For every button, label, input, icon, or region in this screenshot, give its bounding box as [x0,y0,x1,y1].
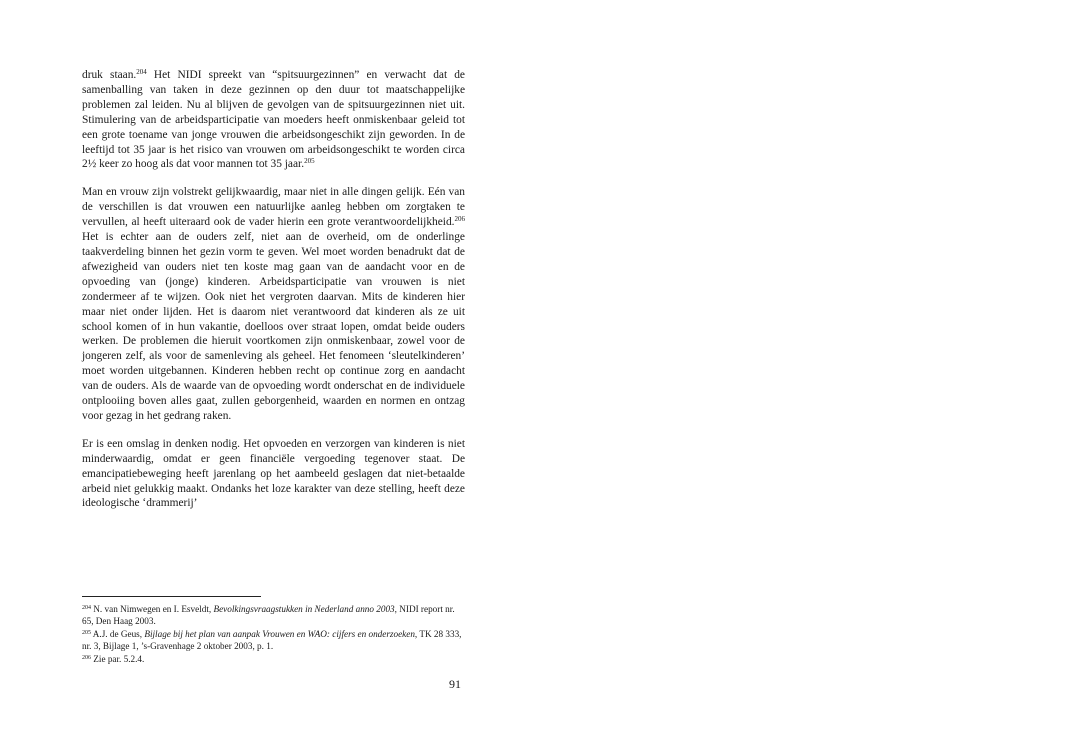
paragraph-2-text-a: Man en vrouw zijn volstrekt gelijkwaardig, maar niet in alle dingen gelijk. Eén van de verschillen is dat vrouwen een natuurlijke aanleg hebben om zorgtaken te vervullen, al heeft uiteraard ook de vader hierin een grote verantwoordelijkheid. [82,186,465,229]
footnote-text: , NIDI report nr. 65, Den Haag 2003. [82,604,455,627]
footnote-separator [82,596,261,597]
footnote-text: A.J. de Geus, [91,628,145,639]
footnote-ref-205[interactable]: 205 [304,157,315,166]
footnote-text: , TK 28 333, nr. 3, Bijlage 1, ’s-Gravenhage 2 oktober 2003, p. 1. [82,628,462,652]
footnotes [82,603,465,665]
footnote-text: Zie par. 5.2.4. [91,653,145,664]
footnote-number: 206 [82,654,91,661]
main-text [82,68,465,511]
footnote-number: 205 [82,629,91,636]
footnote-ref-206[interactable]: 206 [454,215,465,224]
paragraph-1 [82,68,465,172]
page-number: 91 [449,677,461,691]
paragraph-2 [82,185,465,424]
footnote-number: 204 [82,605,91,611]
footnote-title: Bijlage bij het plan van aanpak Vrouwen en WAO: cijfers en onderzoeken [144,628,415,639]
paragraph-1-text-a: druk staan. [82,69,137,81]
footnote-title: Bevolkingsvraagstukken in Nederland anno 2003 [213,604,395,614]
footnote-204 [82,603,465,628]
paragraph-2-text-b: Het is echter aan de ouders zelf, niet aan de overheid, om de onderlinge taakverdeling binnen het gezin vorm te geven. Wel moet worden benadrukt dat de afwezigheid van ouders niet ten koste mag gaan van de aandacht voor en de opvoeding van (jonge) kinderen. Arbeidsparticipatie van vrouwen is niet zondermeer af te wijzen. Ook niet het vergroten daarvan. Mits de kinderen hier maar niet onder lijden. Het is daarom niet verantwoord dat kinderen als ze uit school komen of in hun vakantie, doelloos over straat lopen, omdat beide ouders werken. De problemen die hieruit voortkomen zijn onmiskenbaar, zowel voor de jongeren zelf, als voor de samenleving als geheel. Het fenomeen ‘sleutelkinderen’ moet worden uitgebannen. Kinderen hebben recht op continue zorg en aandacht van de ouders. Als de waarde van de opvoeding wordt onderschat en de individuele ontplooiing boven alles gaat, zullen geborgenheid, waarden en normen en ontzag voor gezag in het gedrang raken. [82,231,465,422]
footnote-text: N. van Nimwegen en I. Esveldt, [91,604,214,614]
footnote-206 [82,653,465,665]
paragraph-3: Er is een omslag in denken nodig. Het opvoeden en verzorgen van kinderen is niet minderwaardig, omdat er geen financiële vergoeding tegenover staat. De emancipatiebeweging heeft jarenlang op het aambeeld geslagen dat niet-betaalde arbeid niet gelukkig maakt. Ondanks het loze karakter van deze stelling, heeft deze ideologische ‘drammerij’ [82,437,465,510]
paragraph-1-text-b: Het NIDI spreekt van “spitsuurgezinnen” en verwacht dat de samenballing van taken in deze gezinnen op den duur tot maatschappelijke problemen zal leiden. Nu al blijven de gevolgen van de spitsuurgezinnen niet uit. Stimulering van de arbeidsparticipatie van moeders heeft onmiskenbaar geleid tot een grote toename van jonge vrouwen die arbeidsongeschikt zijn geworden. In de leeftijd tot 35 jaar is het risico van vrouwen om arbeidsongeschikt te worden circa 2½ keer zo hoog als dat voor mannen tot 35 jaar. [82,69,465,171]
footnote-ref-204[interactable]: 204 [136,68,147,76]
footnote-205 [82,628,465,653]
